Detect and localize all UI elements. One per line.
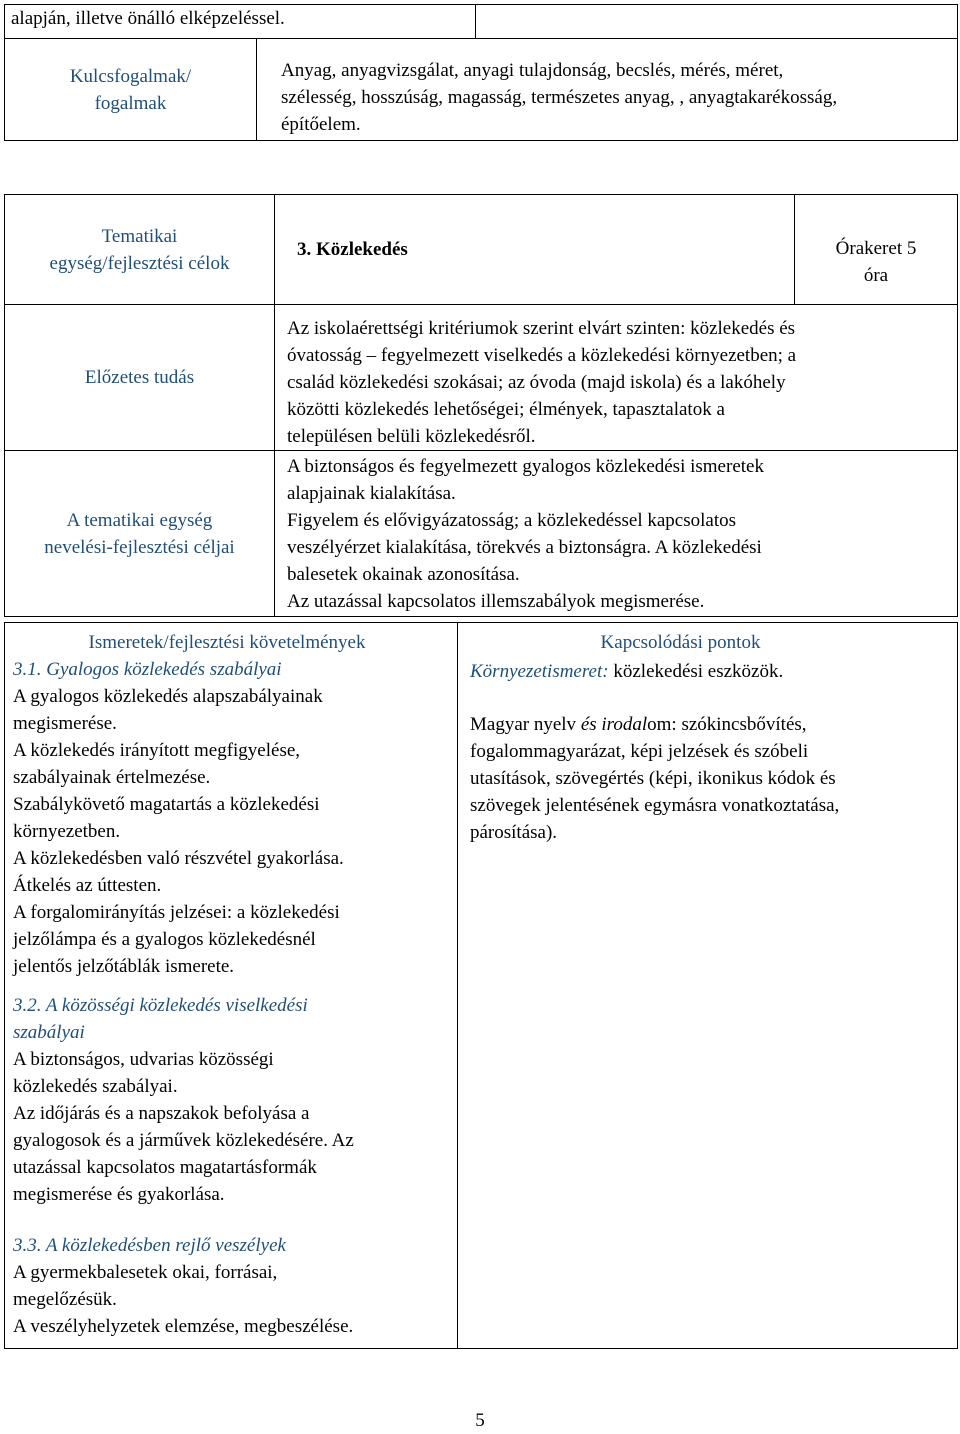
concepts-line: szélesség, hosszúság, magasság, természetes anyag, , anyagtakarékosság,	[281, 87, 838, 108]
goals-line: balesetek okainak azonosítása.	[287, 564, 520, 585]
connection-language-first-line	[470, 711, 951, 738]
goals-line: veszélyérzet kialakítása, törekvés a biztonságra. A közlekedési	[287, 537, 762, 558]
hours-line: Órakeret 5	[835, 238, 917, 259]
hours-line: óra	[863, 265, 889, 286]
language-connection-line: utasítások, szövegértés (képi, ikonikus kódok és	[470, 768, 836, 789]
section-1-line: környezetben.	[13, 821, 121, 842]
key-concepts-table	[4, 4, 958, 141]
requirements-table	[4, 622, 958, 1349]
thematic-unit-label	[5, 195, 275, 305]
section-1-line: Szabálykövető magatartás a közlekedési	[13, 794, 320, 815]
goals-line: alapjainak kialakítása.	[287, 483, 456, 504]
section-3-title: 3.3. A közlekedésben rejlő veszélyek	[13, 1235, 286, 1256]
goals-line: A biztonságos és fegyelmezett gyalogos közlekedési ismeretek	[287, 456, 764, 477]
concepts-line: építőelem.	[281, 114, 361, 135]
unit-title: 3. Közlekedés	[275, 195, 795, 305]
section-1-line: A gyalogos közlekedés alapszabályainak	[13, 686, 323, 707]
section-1-line: szabályainak értelmezése.	[13, 767, 211, 788]
requirements-column	[5, 623, 458, 1349]
goals-line: Az utazással kapcsolatos illemszabályok megismerése.	[287, 591, 705, 612]
language-subject-part1: Magyar nyelv	[470, 714, 581, 735]
prior-knowledge-line: család közlekedési szokásai; az óvoda (majd iskola) és a lakóhely	[287, 372, 786, 393]
section-2-line: közlekedés szabályai.	[13, 1076, 178, 1097]
prior-knowledge-label: Előzetes tudás	[5, 305, 275, 451]
goals-content	[275, 451, 958, 617]
goals-line: Figyelem és elővigyázatosság; a közlekedéssel kapcsolatos	[287, 510, 737, 531]
section-2-title-line: szabályai	[13, 1022, 85, 1043]
section-1-line: Átkelés az úttesten.	[13, 875, 162, 896]
goals-label	[5, 451, 275, 617]
environment-text: közlekedési eszközök.	[608, 661, 784, 682]
language-connection-line: párosítása).	[470, 822, 558, 843]
section-2-line: megismerése és gyakorlása.	[13, 1184, 225, 1205]
label-line: A tematikai egység	[66, 509, 213, 531]
label-line: egység/fejlesztési célok	[49, 252, 230, 274]
section-2-title-line: 3.2. A közösségi közlekedés viselkedési	[13, 995, 308, 1016]
continuation-cell: alapján, illetve önálló elképzeléssel.	[5, 5, 476, 39]
prior-knowledge-line: Az iskolaérettségi kritériumok szerint elvárt szinten: közlekedés és	[287, 318, 796, 339]
hours-cell	[795, 195, 958, 305]
label-line: Tematikai	[101, 225, 178, 247]
empty-cell	[476, 5, 958, 39]
thematic-unit-table	[4, 194, 958, 617]
section-3-body	[13, 1259, 451, 1340]
label-line: nevelési-fejlesztési céljai	[44, 536, 235, 558]
section-3-line: A gyermekbalesetek okai, forrásai,	[13, 1262, 278, 1283]
section-3-line: A veszélyhelyzetek elemzése, megbeszélése.	[13, 1316, 354, 1337]
key-concepts-content	[257, 39, 958, 141]
label-line: Kulcsfogalmak/	[69, 65, 192, 87]
section-2-body	[13, 1046, 451, 1208]
section-1-title: 3.1. Gyalogos közlekedés szabályai	[13, 659, 282, 680]
language-subject-part3: om: szókincsbővítés,	[647, 714, 807, 735]
prior-knowledge-line: óvatosság – fegyelmezett viselkedés a közlekedési környezetben; a	[287, 345, 797, 366]
prior-knowledge-content	[275, 305, 958, 451]
connection-language-body	[470, 738, 951, 846]
label-line: fogalmak	[94, 92, 167, 114]
section-1-line: A közlekedés irányított megfigyelése,	[13, 740, 301, 761]
section-1-line: A közlekedésben való részvétel gyakorlása.	[13, 848, 344, 869]
section-2-line: Az időjárás és a napszakok befolyása a	[13, 1103, 310, 1124]
concepts-line: Anyag, anyagvizsgálat, anyagi tulajdonság, becslés, mérés, méret,	[281, 60, 784, 81]
prior-knowledge-line: településen belüli közlekedésről.	[287, 426, 536, 447]
section-1-line: A forgalomirányítás jelzései: a közlekedési	[13, 902, 340, 923]
language-subject-part2: és irodal	[580, 714, 648, 735]
section-3-line: megelőzésük.	[13, 1289, 117, 1310]
connections-column	[458, 623, 958, 1349]
key-concepts-label	[5, 39, 257, 141]
section-1-body	[13, 683, 451, 980]
prior-knowledge-line: közötti közlekedés lehetőségei; élmények, tapasztalatok a	[287, 399, 725, 420]
section-2-line: gyalogosok és a járművek közlekedésére. Az	[13, 1130, 354, 1151]
requirements-header: Ismeretek/fejlesztési követelmények	[88, 632, 366, 653]
section-2-line: A biztonságos, udvarias közösségi	[13, 1049, 274, 1070]
connection-environment	[470, 658, 951, 685]
page-number: 5	[475, 1410, 485, 1431]
section-2-line: utazással kapcsolatos magatartásformák	[13, 1157, 317, 1178]
language-connection-line: szövegek jelentésének egymásra vonatkoztatása,	[470, 795, 840, 816]
section-1-line: jelentős jelzőtáblák ismerete.	[13, 956, 235, 977]
environment-subject: Környezetismeret:	[470, 661, 609, 682]
section-1-line: megismerése.	[13, 713, 117, 734]
connections-header: Kapcsolódási pontok	[600, 632, 761, 653]
section-1-line: jelzőlámpa és a gyalogos közlekedésnél	[13, 929, 316, 950]
language-connection-line: fogalommagyarázat, képi jelzések és szóbeli	[470, 741, 809, 762]
